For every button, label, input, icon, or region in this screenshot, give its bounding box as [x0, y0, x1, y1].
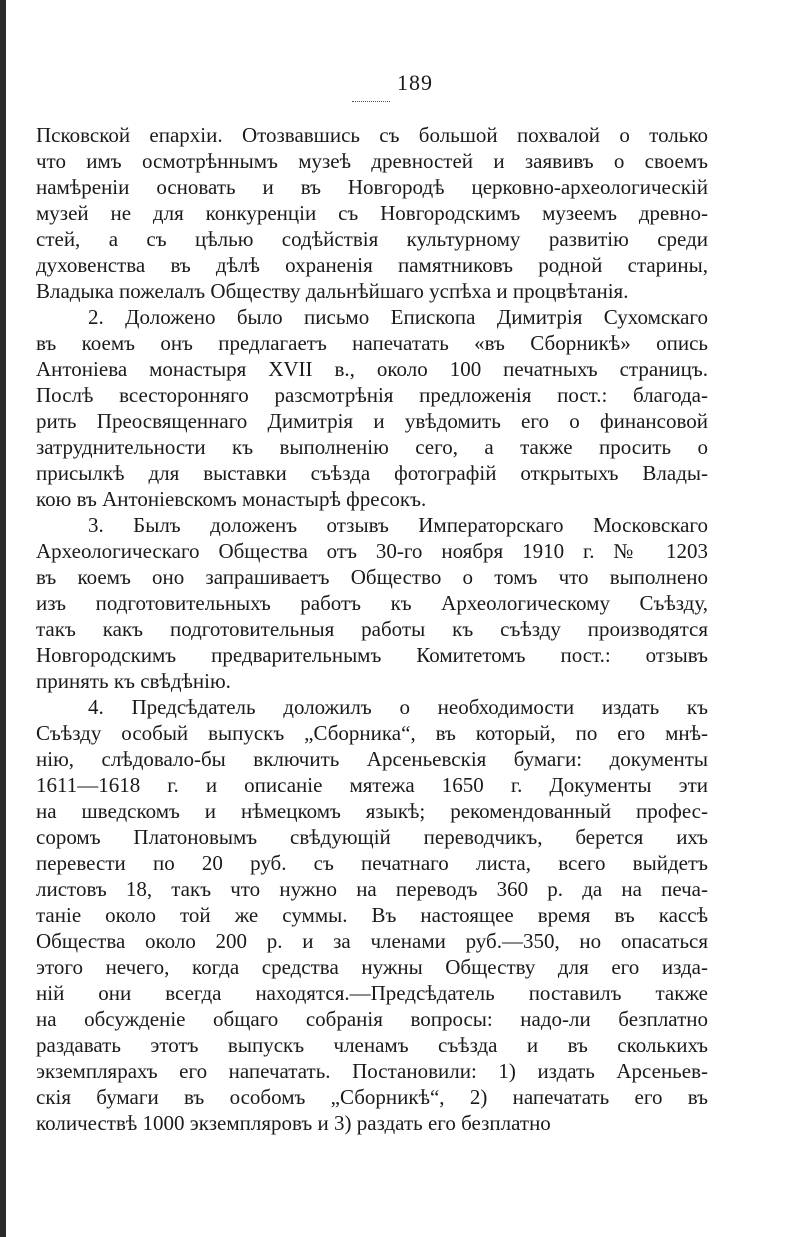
text-line: ній они всегда находятся.—Предсѣдатель поставилъ также	[36, 981, 708, 1005]
text-line: Владыка пожелалъ Обществу дальнѣйшаго успѣха и процвѣтанія.	[36, 279, 629, 303]
text-line: изъ подготовительныхъ работъ къ Археологическому Съѣзду,	[36, 591, 708, 615]
text-line: раздавать этотъ выпускъ членамъ съѣзда и въ сколькихъ	[36, 1033, 708, 1057]
text-line: скія бумаги въ особомъ „Сборникѣ“, 2) напечатать его въ	[36, 1085, 708, 1109]
text-line: этого нечего, когда средства нужны Обществу для его изда-	[36, 955, 708, 979]
text-line: духовенства въ дѣлѣ охраненія памятниковъ родной старины,	[36, 253, 708, 277]
text-line: затруднительности къ выполненію сего, а также просить о	[36, 435, 708, 459]
text-line: такъ какъ подготовительныя работы къ съѣзду производятся	[36, 617, 708, 641]
text-line: экземплярахъ его напечатать. Постановили: 1) издать Арсеньев-	[36, 1059, 708, 1083]
text-line: количествѣ 1000 экземпляровъ и 3) раздать его безплатно	[36, 1111, 551, 1135]
text-line: Псковской епархіи. Отозвавшись съ большой похвалой о только	[36, 123, 708, 147]
text-line: 3. Былъ доложенъ отзывъ Императорскаго Московскаго	[88, 513, 708, 537]
text-line: Послѣ всесторонняго разсмотрѣнія предложенія пост.: благода-	[36, 383, 708, 407]
text-line: 1611—1618 г. и описаніе мятежа 1650 г. Документы эти	[36, 773, 708, 797]
text-line: на обсужденіе общаго собранія вопросы: надо-ли безплатно	[36, 1007, 708, 1031]
text-line: нію, слѣдовало-бы включить Арсеньевскія бумаги: документы	[36, 747, 708, 771]
text-line: 4. Предсѣдатель доложилъ о необходимости издать къ	[88, 695, 708, 719]
text-line: намѣреніи основать и въ Новгородѣ церковно-археологическій	[36, 175, 708, 199]
text-line: принять къ свѣдѣнію.	[36, 669, 231, 693]
body-text	[36, 122, 708, 1136]
text-line: Археологическаго Общества отъ 30-го ноября 1910 г. № 1203	[36, 539, 708, 563]
text-line: Съѣзду особый выпускъ „Сборника“, въ который, по его мнѣ-	[36, 721, 708, 745]
text-line: Антоніева монастыря XVII в., около 100 печатныхъ страницъ.	[36, 357, 708, 381]
page-edge-shadow	[0, 0, 6, 1237]
text-line: кою въ Антоніевскомъ монастырѣ фресокъ.	[36, 487, 427, 511]
text-line: рить Преосвященнаго Димитрія и увѣдомить его о финансовой	[36, 409, 708, 433]
text-line: въ коемъ онъ предлагаетъ напечатать «въ Сборникѣ» опись	[36, 331, 708, 355]
text-line: листовъ 18, такъ что нужно на переводъ 360 р. да на печа-	[36, 877, 708, 901]
text-line: на шведскомъ и нѣмецкомъ языкѣ; рекомендованный профес-	[36, 799, 708, 823]
text-line: музей не для конкуренціи съ Новгородскимъ музеемъ древно-	[36, 201, 708, 225]
page-number: 189	[397, 70, 433, 95]
text-line: Новгородскимъ предварительнымъ Комитетомъ пост.: отзывъ	[36, 643, 708, 667]
text-line: 2. Доложено было письмо Епископа Димитрія Сухомскаго	[88, 305, 708, 329]
text-line: Общества около 200 р. и за членами руб.—350, но опасаться	[36, 929, 708, 953]
text-line: таніе около той же суммы. Въ настоящее время въ кассѣ	[36, 903, 708, 927]
text-line: въ коемъ оно запрашиваетъ Общество о томъ что выполнено	[36, 565, 708, 589]
text-line: что имъ осмотрѣннымъ музеѣ древностей и заявивъ о своемъ	[36, 149, 708, 173]
text-line: стей, а съ цѣлью содѣйствія культурному развитію среди	[36, 227, 708, 251]
text-line: присылкѣ для выставки съѣзда фотографій открытыхъ Влады-	[36, 461, 708, 485]
text-line: соромъ Платоновымъ свѣдующій переводчикъ, берется ихъ	[36, 825, 708, 849]
text-line: перевести по 20 руб. съ печатнаго листа, всего выйдетъ	[36, 851, 708, 875]
page-number-underline	[352, 101, 390, 102]
